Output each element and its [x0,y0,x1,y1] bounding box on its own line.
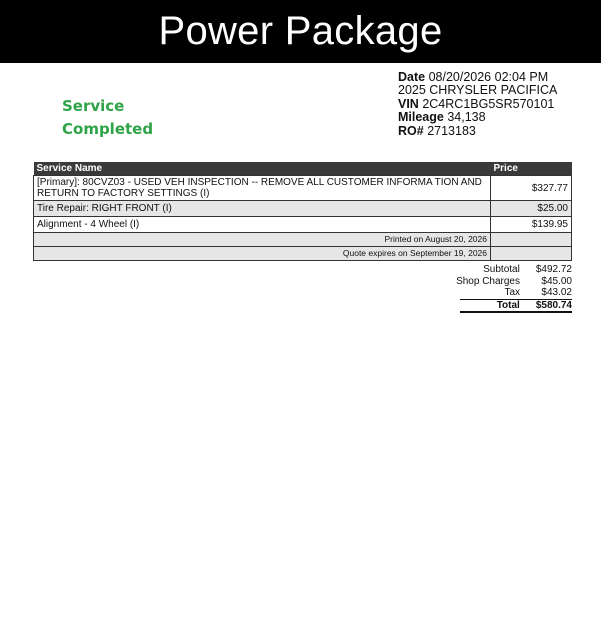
vin-value: 2C4RC1BG5SR570101 [422,96,555,111]
table-row [34,176,572,201]
expires-note: Quote expires on September 19, 2026 [34,247,491,261]
blank-cell [491,247,572,261]
shop-charges-value: $45.00 [541,275,572,287]
price-cell: $139.95 [491,217,572,233]
vin-label: VIN [398,96,419,111]
price-cell: $25.00 [491,201,572,217]
vin-row [398,98,557,111]
totals-block [450,264,572,313]
ro-row [398,125,557,138]
ro-label: RO# [398,123,424,138]
expires-row [34,247,572,261]
total-row [460,299,572,314]
service-name-cell: Tire Repair: RIGHT FRONT (I) [34,201,491,217]
subtotal-label: Subtotal [483,264,520,275]
tax-label: Tax [504,287,520,298]
price-cell: $327.77 [491,176,572,201]
total-value: $580.74 [535,299,572,311]
mileage-label: Mileage [398,110,444,125]
service-name-line: [Primary]: 80CVZ03 - USED VEH INSPECTION -- REMOVE ALL CUSTOMER INFORMA TION AND [37,177,482,188]
service-name-header: Service Name [34,162,491,176]
tax-value: $43.02 [541,287,572,298]
tax-row [450,287,572,299]
services-table [33,162,572,261]
date-value: 08/20/2026 02:04 PM [428,70,549,84]
price-header: Price [491,162,572,176]
date-row [398,71,557,84]
vehicle-info [398,71,557,138]
service-name-line: RETURN TO FACTORY SETTINGS (I) [37,188,210,199]
shop-charges-label: Shop Charges [456,275,520,287]
vehicle-name: 2025 CHRYSLER PACIFICA [398,83,558,98]
subtotal-row [450,264,572,276]
title-banner [0,0,601,63]
status-line-1: Service [62,97,125,115]
printed-row [34,233,572,247]
mileage-row [398,111,557,124]
shop-charges-row [450,276,572,288]
service-name-cell: Alignment - 4 Wheel (I) [34,217,491,233]
subtotal-value: $492.72 [535,264,572,275]
ro-value: 2713183 [427,123,476,138]
page-title: Power Package [158,9,443,53]
date-label: Date [398,70,426,84]
blank-cell [491,233,572,247]
mileage-value: 34,138 [447,110,486,125]
total-label: Total [496,299,520,311]
table-header-row [34,162,572,176]
table-row [34,217,572,233]
service-status [62,95,153,141]
status-line-2: Completed [62,120,154,138]
service-name-cell [34,176,491,201]
table-row [34,201,572,217]
printed-note: Printed on August 20, 2026 [34,233,491,247]
